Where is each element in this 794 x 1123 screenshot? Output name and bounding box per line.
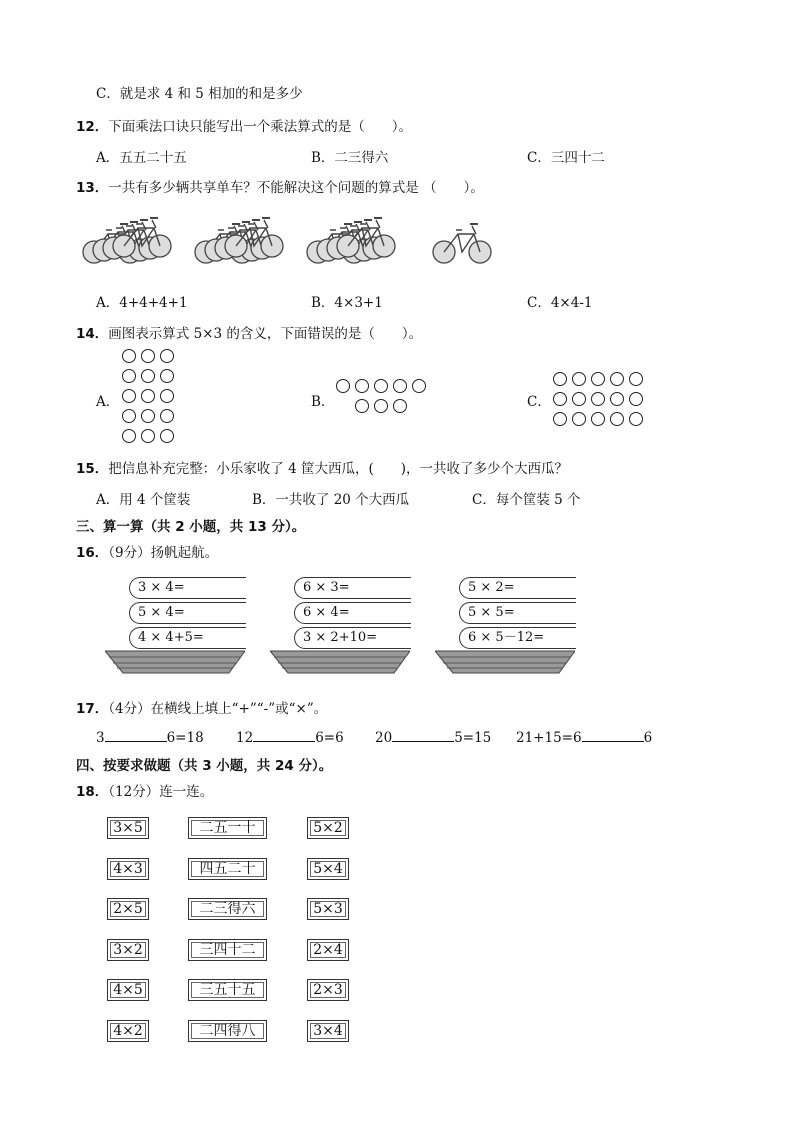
circle-icon — [374, 379, 388, 393]
boat-2 — [270, 575, 410, 685]
boat-hull-icon — [435, 647, 575, 677]
card-right[interactable] — [307, 979, 349, 1001]
question-number: 13． — [76, 180, 109, 196]
q15-option-b[interactable]: B．一共收了 20 个大西瓜 — [252, 492, 410, 508]
circle-icon — [141, 349, 155, 363]
question-14 — [76, 322, 422, 342]
operand-left: 12 — [236, 730, 254, 746]
question-text: （12分）连一连。 — [108, 784, 214, 800]
answer-blank[interactable] — [253, 729, 315, 742]
boat-2-line-2: 6 × 4= — [294, 602, 411, 624]
card-middle[interactable] — [188, 939, 267, 961]
question-number: 12． — [76, 119, 109, 135]
circle-icon — [393, 399, 407, 413]
circle-row — [553, 412, 648, 432]
card-middle[interactable] — [188, 817, 267, 839]
card-label: 5×2 — [313, 820, 343, 836]
boat-1-line-1: 3 × 4= — [129, 577, 246, 599]
operand-left: 21+15=6 — [516, 730, 582, 746]
question-text: 画图表示算式 5×3 的含义，下面错误的是（ ）。 — [108, 326, 423, 342]
circle-icon — [141, 429, 155, 443]
circle-icon — [160, 349, 174, 363]
card-right[interactable] — [307, 939, 349, 961]
circle-icon — [610, 392, 624, 406]
card-left[interactable] — [107, 898, 149, 920]
card-left[interactable] — [107, 979, 149, 1001]
circle-icon — [122, 369, 136, 383]
boat-3-line-3: 6 × 5－12= — [459, 627, 576, 649]
circle-icon — [591, 392, 605, 406]
card-label: 3×2 — [113, 941, 143, 958]
circle-icon — [553, 372, 567, 386]
operand-left: 3 — [96, 730, 105, 746]
circle-icon — [141, 389, 155, 403]
card-label: 5×4 — [313, 860, 343, 877]
question-16 — [76, 541, 218, 561]
question-number: 16． — [76, 545, 109, 561]
circle-icon — [122, 389, 136, 403]
circle-icon — [610, 412, 624, 426]
question-text: 把信息补充完整：小乐家收了 4 筐大西瓜，( )，一共收了多少个大西瓜？ — [108, 461, 569, 477]
bike-group-3 — [307, 218, 395, 263]
question-12 — [76, 115, 412, 135]
question-number: 14． — [76, 326, 109, 342]
circle-icon — [160, 429, 174, 443]
circle-icon — [122, 429, 136, 443]
card-label: 三五十五 — [199, 982, 256, 998]
card-middle[interactable] — [188, 979, 267, 1001]
answer-blank[interactable] — [105, 729, 167, 742]
card-label: 2×4 — [313, 941, 343, 958]
question-18 — [76, 780, 213, 800]
circle-icon — [141, 369, 155, 383]
circle-icon — [629, 372, 643, 386]
circle-row — [336, 399, 431, 419]
q13-option-b[interactable]: B．4×3+1 — [311, 295, 383, 311]
circle-icon — [553, 392, 567, 406]
card-label: 2×5 — [113, 901, 143, 917]
q13-option-a[interactable]: A．4+4+4+1 — [96, 295, 188, 311]
boat-3-line-1: 5 × 2= — [459, 577, 576, 599]
q13-option-c[interactable]: C．4×4-1 — [527, 295, 593, 311]
card-left[interactable] — [107, 939, 149, 961]
shared-bikes-image — [82, 206, 502, 276]
section-3-title: 三、算一算（共 2 小题，共 13 分）。 — [76, 519, 306, 535]
circle-icon — [572, 412, 586, 426]
card-label: 四五二十 — [199, 860, 256, 877]
bike-group-1 — [83, 218, 171, 263]
circle-icon — [160, 369, 174, 383]
q14-option-a-label[interactable]: A． — [96, 394, 120, 410]
operand-left: 20 — [375, 730, 393, 746]
circle-row — [122, 409, 179, 429]
circle-row — [122, 349, 179, 369]
circle-icon — [160, 389, 174, 403]
card-label: 4×5 — [113, 982, 143, 998]
card-right[interactable] — [307, 817, 349, 839]
card-label: 二三得六 — [199, 901, 256, 917]
question-text: （4分）在横线上填上“+”“-”或“×”。 — [108, 701, 328, 717]
q12-option-c[interactable]: C．三四十二 — [527, 150, 605, 166]
circle-icon — [122, 409, 136, 423]
boat-1-line-3: 4 × 4+5= — [129, 627, 246, 649]
question-17 — [76, 697, 327, 717]
question-number: 18． — [76, 784, 109, 800]
card-middle[interactable] — [188, 898, 267, 920]
card-label: 4×2 — [113, 1022, 143, 1039]
circle-icon — [572, 392, 586, 406]
circle-icon — [412, 379, 426, 393]
card-label: 2×3 — [313, 982, 343, 998]
operand-right: 6=6 — [315, 730, 344, 746]
card-left[interactable] — [107, 1020, 149, 1042]
question-number: 15． — [76, 461, 109, 477]
circle-icon — [610, 372, 624, 386]
answer-blank[interactable] — [582, 729, 644, 742]
circle-icon — [591, 372, 605, 386]
circle-group-c — [553, 372, 648, 432]
boat-3-line-2: 5 × 5= — [459, 602, 576, 624]
q12-option-b[interactable]: B．二三得六 — [311, 150, 389, 166]
circle-icon — [374, 399, 388, 413]
circle-row — [122, 369, 179, 389]
circle-row — [336, 379, 431, 399]
boat-2-line-1: 6 × 3= — [294, 577, 411, 599]
circle-row — [122, 429, 179, 449]
card-label: 4×3 — [113, 860, 143, 877]
circle-icon — [122, 349, 136, 363]
circle-row — [553, 392, 648, 412]
bike-single — [433, 224, 491, 263]
card-label: 二四得八 — [199, 1022, 256, 1039]
q17-item-1 — [96, 729, 204, 746]
circle-icon — [572, 372, 586, 386]
card-label: 3×4 — [313, 1022, 343, 1039]
circle-row — [553, 372, 648, 392]
card-left[interactable] — [107, 817, 149, 839]
circle-icon — [393, 379, 407, 393]
circle-icon — [141, 409, 155, 423]
card-right[interactable] — [307, 898, 349, 920]
question-text: （9分）扬帆起航。 — [108, 545, 219, 561]
card-label: 5×3 — [313, 901, 343, 917]
q15-option-a[interactable]: A．用 4 个筐装 — [96, 492, 191, 508]
boat-hull-icon — [270, 647, 410, 677]
card-label: 二五一十 — [199, 820, 256, 836]
boat-2-line-3: 3 × 2+10= — [294, 627, 411, 649]
circle-icon — [355, 399, 369, 413]
operand-right: 5=15 — [454, 730, 492, 746]
q17-item-2 — [236, 729, 344, 746]
card-middle[interactable] — [188, 858, 267, 880]
operand-right: 6=18 — [166, 730, 204, 746]
circle-icon — [160, 409, 174, 423]
boat-hull-icon — [105, 647, 245, 677]
q11-option-c: C．就是求 4 和 5 相加的和是多少 — [96, 86, 303, 102]
answer-blank[interactable] — [392, 729, 454, 742]
card-left[interactable] — [107, 858, 149, 880]
card-label: 三四十二 — [199, 941, 256, 958]
circle-icon — [336, 379, 350, 393]
circle-row — [122, 389, 179, 409]
circle-group-b — [336, 379, 431, 419]
card-right[interactable] — [307, 1020, 349, 1042]
boat-1-line-2: 5 × 4= — [129, 602, 246, 624]
q17-item-4 — [516, 729, 652, 746]
circle-icon — [553, 412, 567, 426]
q15-option-c[interactable]: C．每个筐装 5 个 — [472, 492, 581, 508]
boat-3 — [435, 575, 575, 685]
question-15 — [76, 457, 568, 477]
boat-1 — [105, 575, 245, 685]
card-right[interactable] — [307, 858, 349, 880]
circle-icon — [591, 412, 605, 426]
circle-icon — [629, 392, 643, 406]
q14-option-c-label[interactable]: C． — [527, 394, 551, 410]
operand-right: 6 — [643, 730, 653, 746]
question-13 — [76, 176, 484, 196]
bike-group-2 — [195, 218, 283, 263]
card-middle[interactable] — [188, 1020, 267, 1042]
section-4-title: 四、按要求做题（共 3 小题，共 24 分）。 — [76, 758, 333, 774]
question-number: 17． — [76, 701, 109, 717]
q12-option-a[interactable]: A．五五二十五 — [96, 150, 187, 166]
card-label: 3×5 — [113, 820, 143, 836]
circle-icon — [355, 379, 369, 393]
question-text: 下面乘法口诀只能写出一个乘法算式的是（ ）。 — [108, 119, 413, 135]
q17-item-3 — [375, 729, 491, 746]
circle-icon — [629, 412, 643, 426]
q14-option-b-label[interactable]: B． — [311, 394, 335, 410]
question-text: 一共有多少辆共享单车？不能解决这个问题的算式是 （ ）。 — [108, 180, 484, 196]
circle-group-a — [122, 349, 179, 449]
